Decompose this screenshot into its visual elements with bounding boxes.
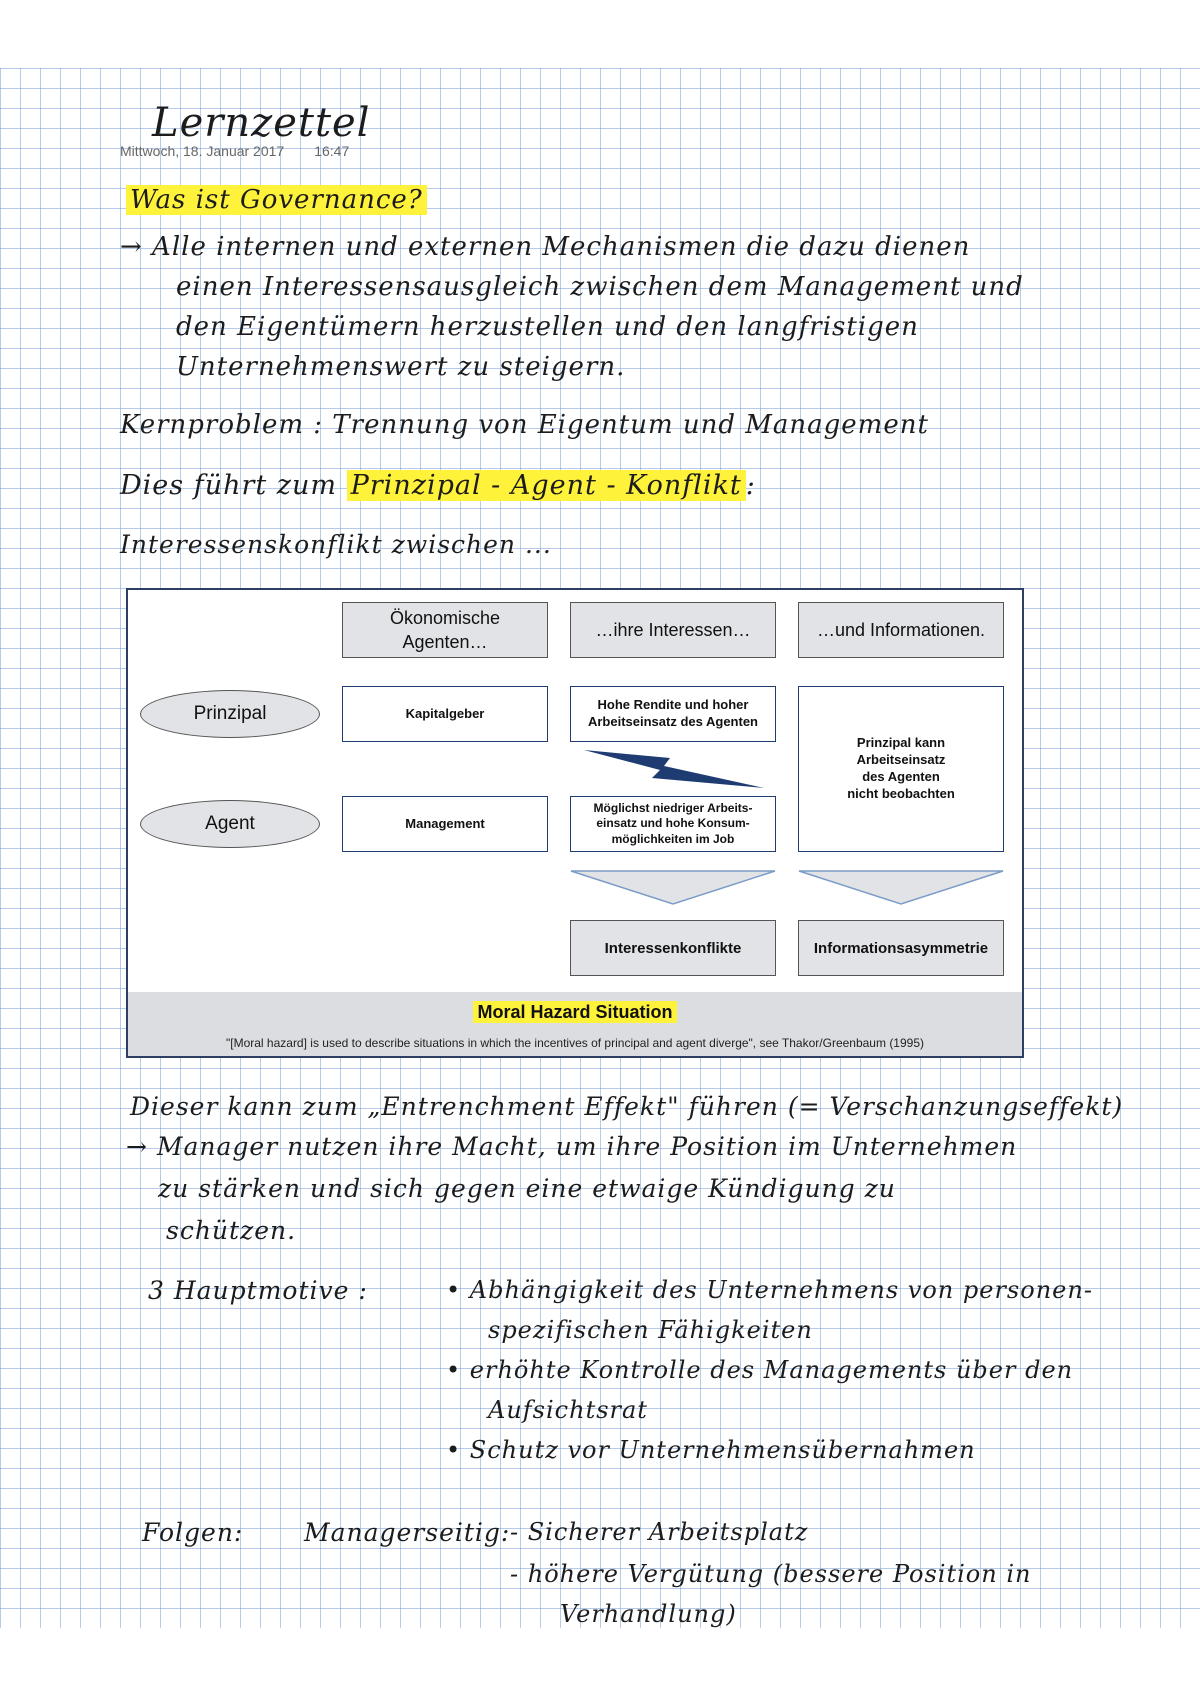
moral-hazard-title: Moral Hazard Situation <box>128 1002 1022 1023</box>
box-interests-agent: Möglichst niedriger Arbeits- einsatz und hohe Konsum- möglichkeiten im Job <box>570 796 776 852</box>
role-prinzipal: Prinzipal <box>140 690 320 738</box>
header-information: …und Informationen. <box>798 602 1004 658</box>
down-arrow-icon <box>570 870 776 906</box>
folgen-sub: Managerseitig: <box>304 1518 511 1547</box>
kernproblem-line: Kernproblem : Trennung von Eigentum und Management <box>120 410 929 440</box>
motive-line-2: spezifischen Fähigkeiten <box>488 1316 813 1344</box>
timestamp <box>120 143 349 159</box>
moral-hazard-quote: "[Moral hazard] is used to describe situations in which the incentives of principal and agent diverge", see Thakor/Greenbaum (1995) <box>225 1036 924 1050</box>
governance-line-2: einen Interessensausgleich zwischen dem Management und <box>176 272 1024 302</box>
motive-line-3: • erhöhte Kontrolle des Managements über den <box>446 1356 1074 1384</box>
motive-line-5: • Schutz vor Unternehmensübernahmen <box>446 1436 976 1464</box>
motive-line-1: • Abhängigkeit des Unternehmens von personen- <box>446 1276 1093 1304</box>
page-title: Lernzettel <box>152 100 371 146</box>
box-informationsasymmetrie: Informationsasymmetrie <box>798 920 1004 976</box>
motive-line-4: Aufsichtsrat <box>488 1396 648 1424</box>
motive-label: 3 Hauptmotive : <box>148 1276 368 1305</box>
box-management: Management <box>342 796 548 852</box>
box-interessenkonflikte: Interessenkonflikte <box>570 920 776 976</box>
governance-heading: Was ist Governance? <box>126 185 427 215</box>
folgen-label: Folgen: <box>142 1518 244 1547</box>
note-date: Mittwoch, 18. Januar 2017 <box>120 143 285 159</box>
header-agents: Ökonomische Agenten… <box>342 602 548 658</box>
conflict-bolt-icon <box>570 748 776 790</box>
header-interests: …ihre Interessen… <box>570 602 776 658</box>
role-agent: Agent <box>140 800 320 848</box>
down-arrow-icon <box>798 870 1004 906</box>
folgen-item-1: - Sicherer Arbeitsplatz <box>510 1518 809 1546</box>
interessenkonflikt-line: Interessenskonflikt zwischen ... <box>120 530 552 559</box>
prinzipal-agent-highlight: Prinzipal - Agent - Konflikt <box>347 470 746 501</box>
governance-line-4: Unternehmenswert zu steigern. <box>176 352 626 382</box>
box-kapitalgeber: Kapitalgeber <box>342 686 548 742</box>
principal-agent-diagram <box>126 588 1024 1058</box>
box-interests-principal: Hohe Rendite und hoher Arbeitseinsatz des Agenten <box>570 686 776 742</box>
governance-line-1: → Alle internen und externen Mechanismen die dazu dienen <box>120 232 971 262</box>
entrenchment-line-2: → Manager nutzen ihre Macht, um ihre Position im Unternehmen <box>126 1132 1018 1161</box>
box-information: Prinzipal kann Arbeitseinsatz des Agenten nicht beobachten <box>798 686 1004 852</box>
note-time: 16:47 <box>314 143 350 159</box>
entrenchment-line-3: zu stärken und sich gegen eine etwaige Kündigung zu <box>158 1174 896 1203</box>
moral-hazard-band <box>128 992 1022 1056</box>
governance-line-3: den Eigentümern herzustellen und den langfristigen <box>176 312 919 342</box>
fuehrt-line: Dies führt zum Prinzipal - Agent - Konflikt : <box>120 470 756 501</box>
folgen-item-2: - höhere Vergütung (bessere Position in <box>510 1560 1032 1588</box>
entrenchment-line-1: Dieser kann zum „Entrenchment Effekt" führen (= Verschanzungseffekt) <box>130 1092 1124 1121</box>
folgen-item-3: Verhandlung) <box>560 1600 737 1628</box>
entrenchment-line-4: schützen. <box>166 1216 297 1245</box>
